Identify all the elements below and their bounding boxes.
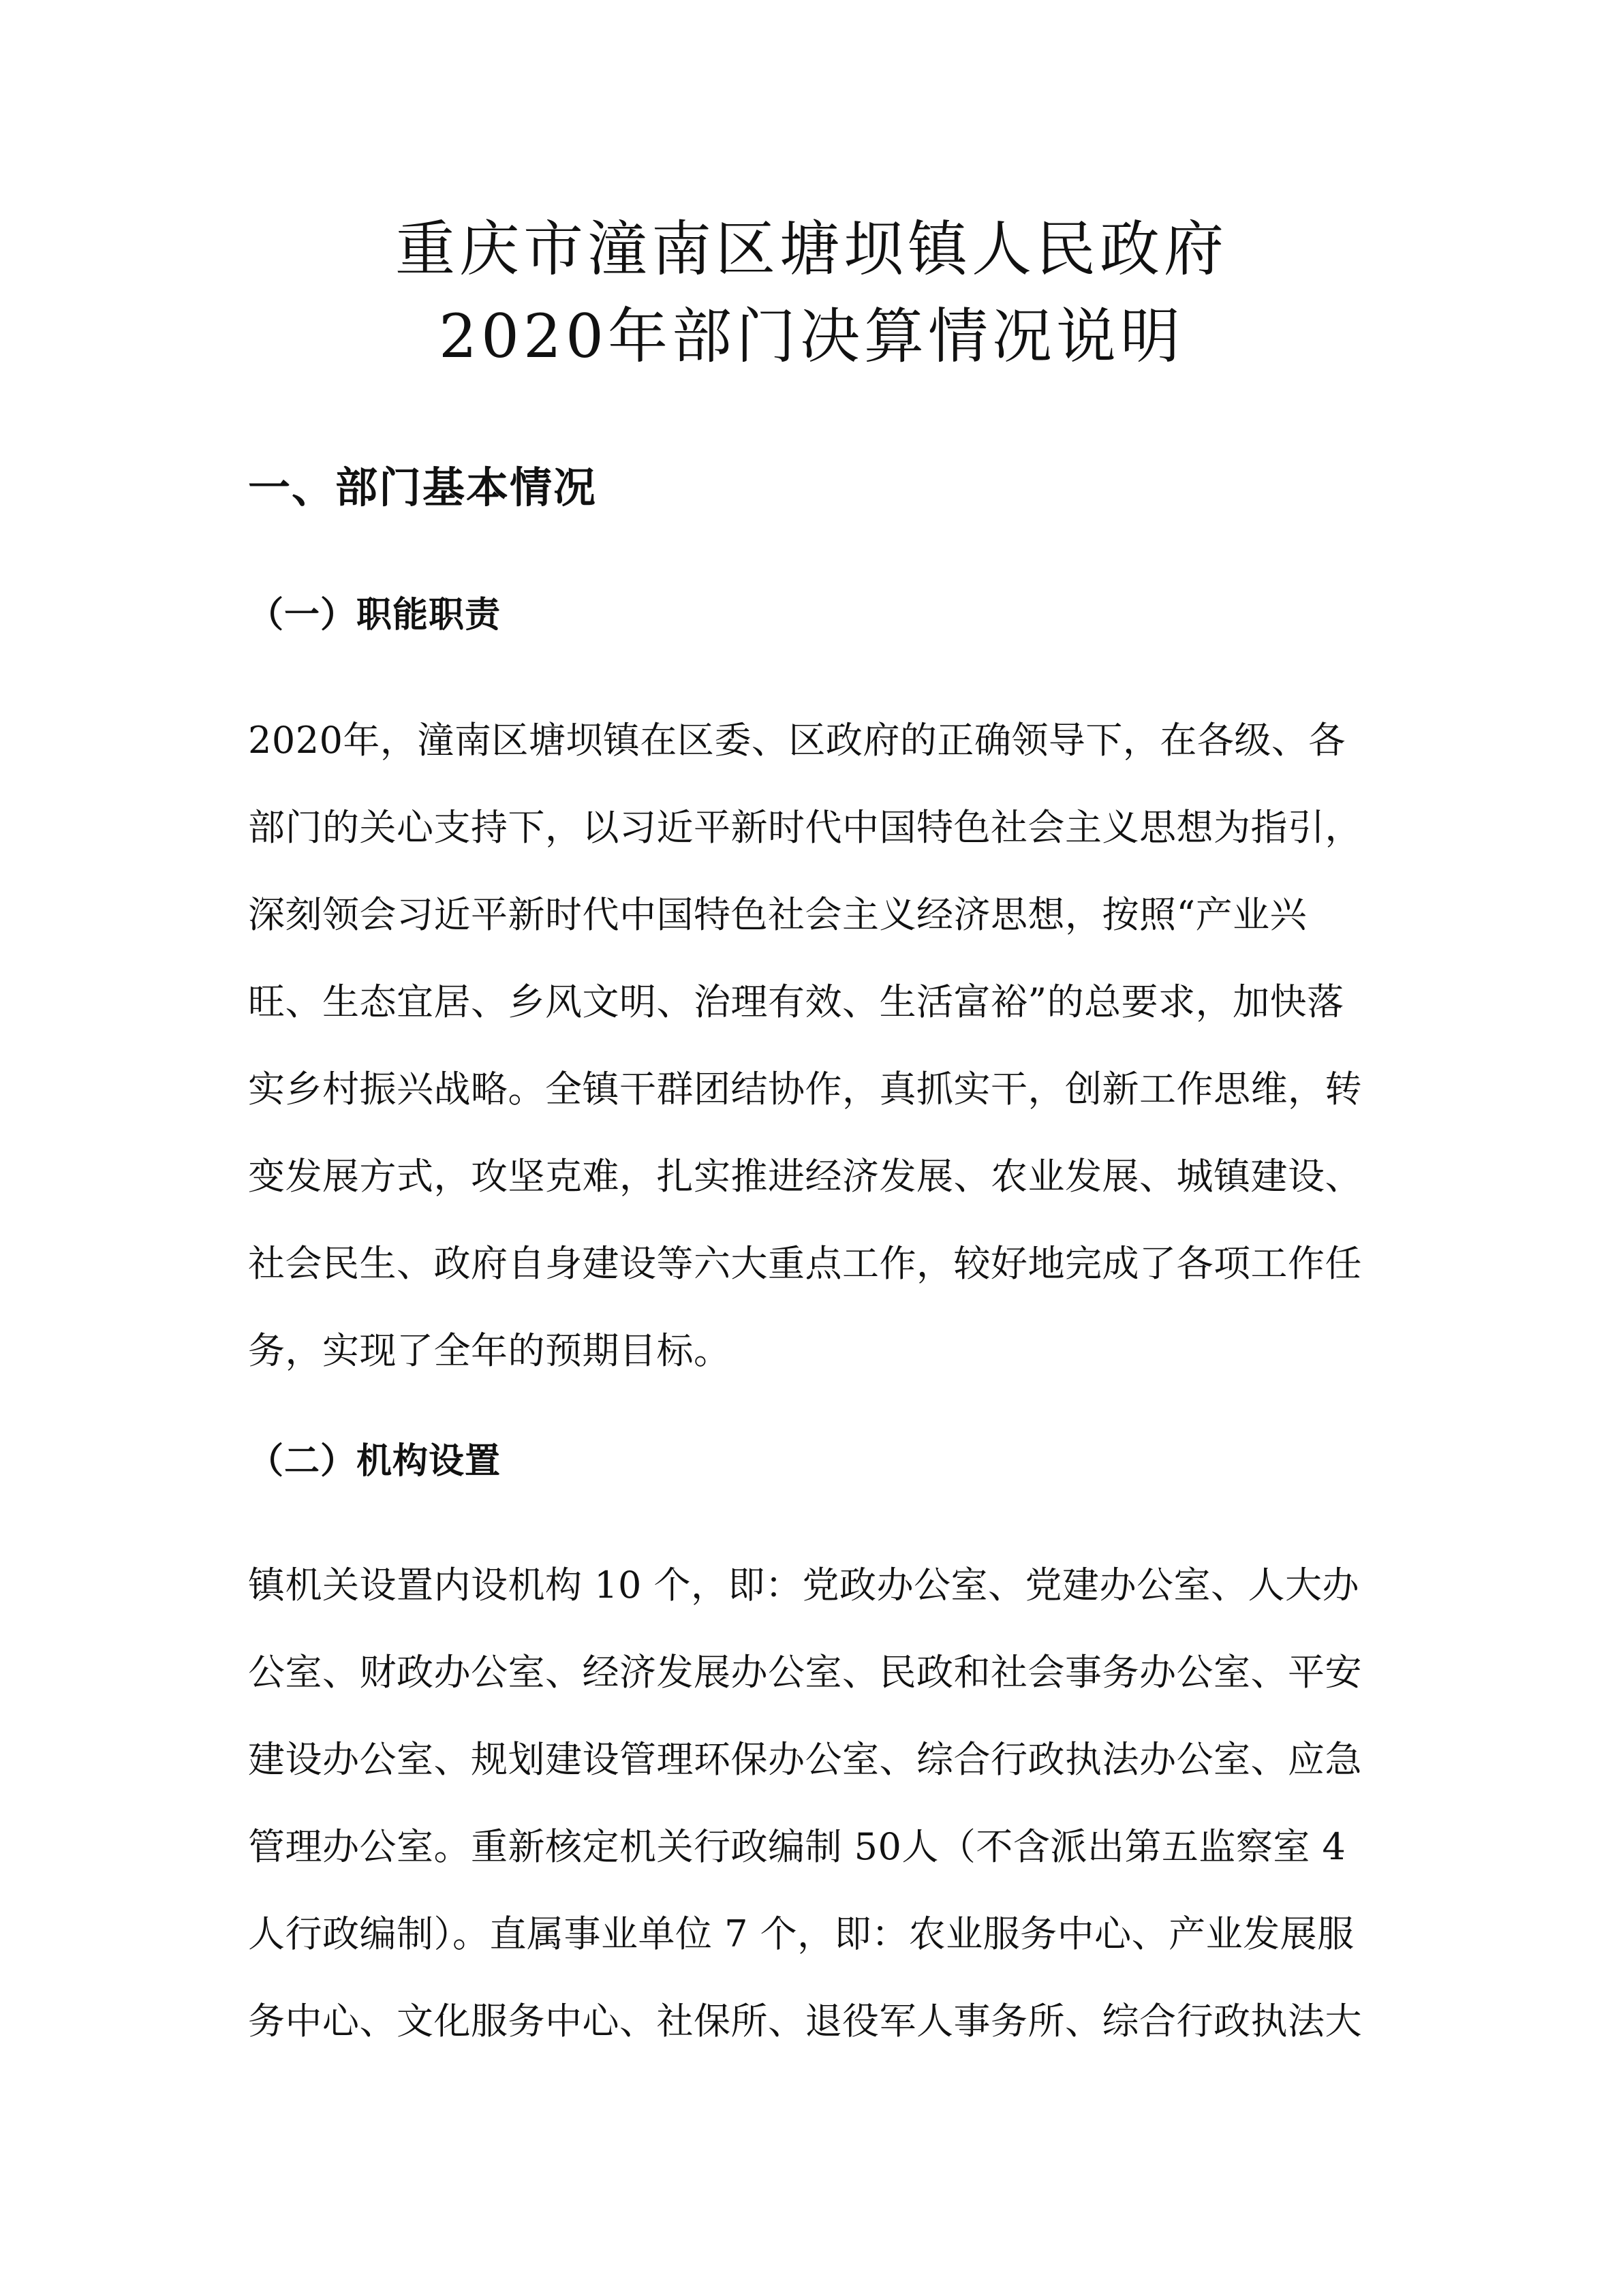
organization-paragraph-line: 镇机关设置内设机构 10 个，即：党政办公室、党建办公室、人大办 xyxy=(248,1564,1360,1607)
section-heading-basic-info: 一、部门基本情况 xyxy=(248,463,598,512)
duties-paragraph-line: 2020年，潼南区塘坝镇在区委、区政府的正确领导下，在各级、各 xyxy=(248,719,1346,762)
duties-paragraph-line: 社会民生、政府自身建设等六大重点工作，较好地完成了各项工作任 xyxy=(248,1242,1362,1285)
duties-paragraph-line: 变发展方式，攻坚克难，扎实推进经济发展、农业发展、城镇建设、 xyxy=(248,1155,1362,1198)
document-title-line1: 重庆市潼南区塘坝镇人民政府 xyxy=(395,214,1228,284)
organization-paragraph-line: 人行政编制）。直属事业单位 7 个，即：农业服务中心、产业发展服 xyxy=(248,1912,1355,1955)
duties-paragraph-line: 务，实现了全年的预期目标。 xyxy=(248,1329,731,1372)
duties-paragraph-line: 深刻领会习近平新时代中国特色社会主义经济思想，按照“产业兴 xyxy=(248,893,1308,936)
duties-paragraph-line: 实乡村振兴战略。全镇干群团结协作，真抓实干，创新工作思维，转 xyxy=(248,1068,1362,1111)
organization-paragraph-line: 公室、财政办公室、经济发展办公室、民政和社会事务办公室、平安 xyxy=(248,1651,1362,1694)
document-title-line2: 2020年部门决算情况说明 xyxy=(439,301,1184,371)
duties-paragraph-line: 部门的关心支持下，以习近平新时代中国特色社会主义思想为指引， xyxy=(248,806,1362,849)
organization-paragraph-line: 建设办公室、规划建设管理环保办公室、综合行政执法办公室、应急 xyxy=(248,1738,1362,1781)
subsection-heading-organization: （二）机构设置 xyxy=(248,1441,501,1482)
organization-paragraph-line: 务中心、文化服务中心、社保所、退役军人事务所、综合行政执法大 xyxy=(248,2000,1362,2043)
duties-paragraph-line: 旺、生态宜居、乡风文明、治理有效、生活富裕”的总要求，加快落 xyxy=(248,980,1344,1023)
subsection-heading-duties: （一）职能职责 xyxy=(248,595,501,636)
organization-paragraph-line: 管理办公室。重新核定机关行政编制 50人（不含派出第五监察室 4 xyxy=(248,1825,1346,1868)
